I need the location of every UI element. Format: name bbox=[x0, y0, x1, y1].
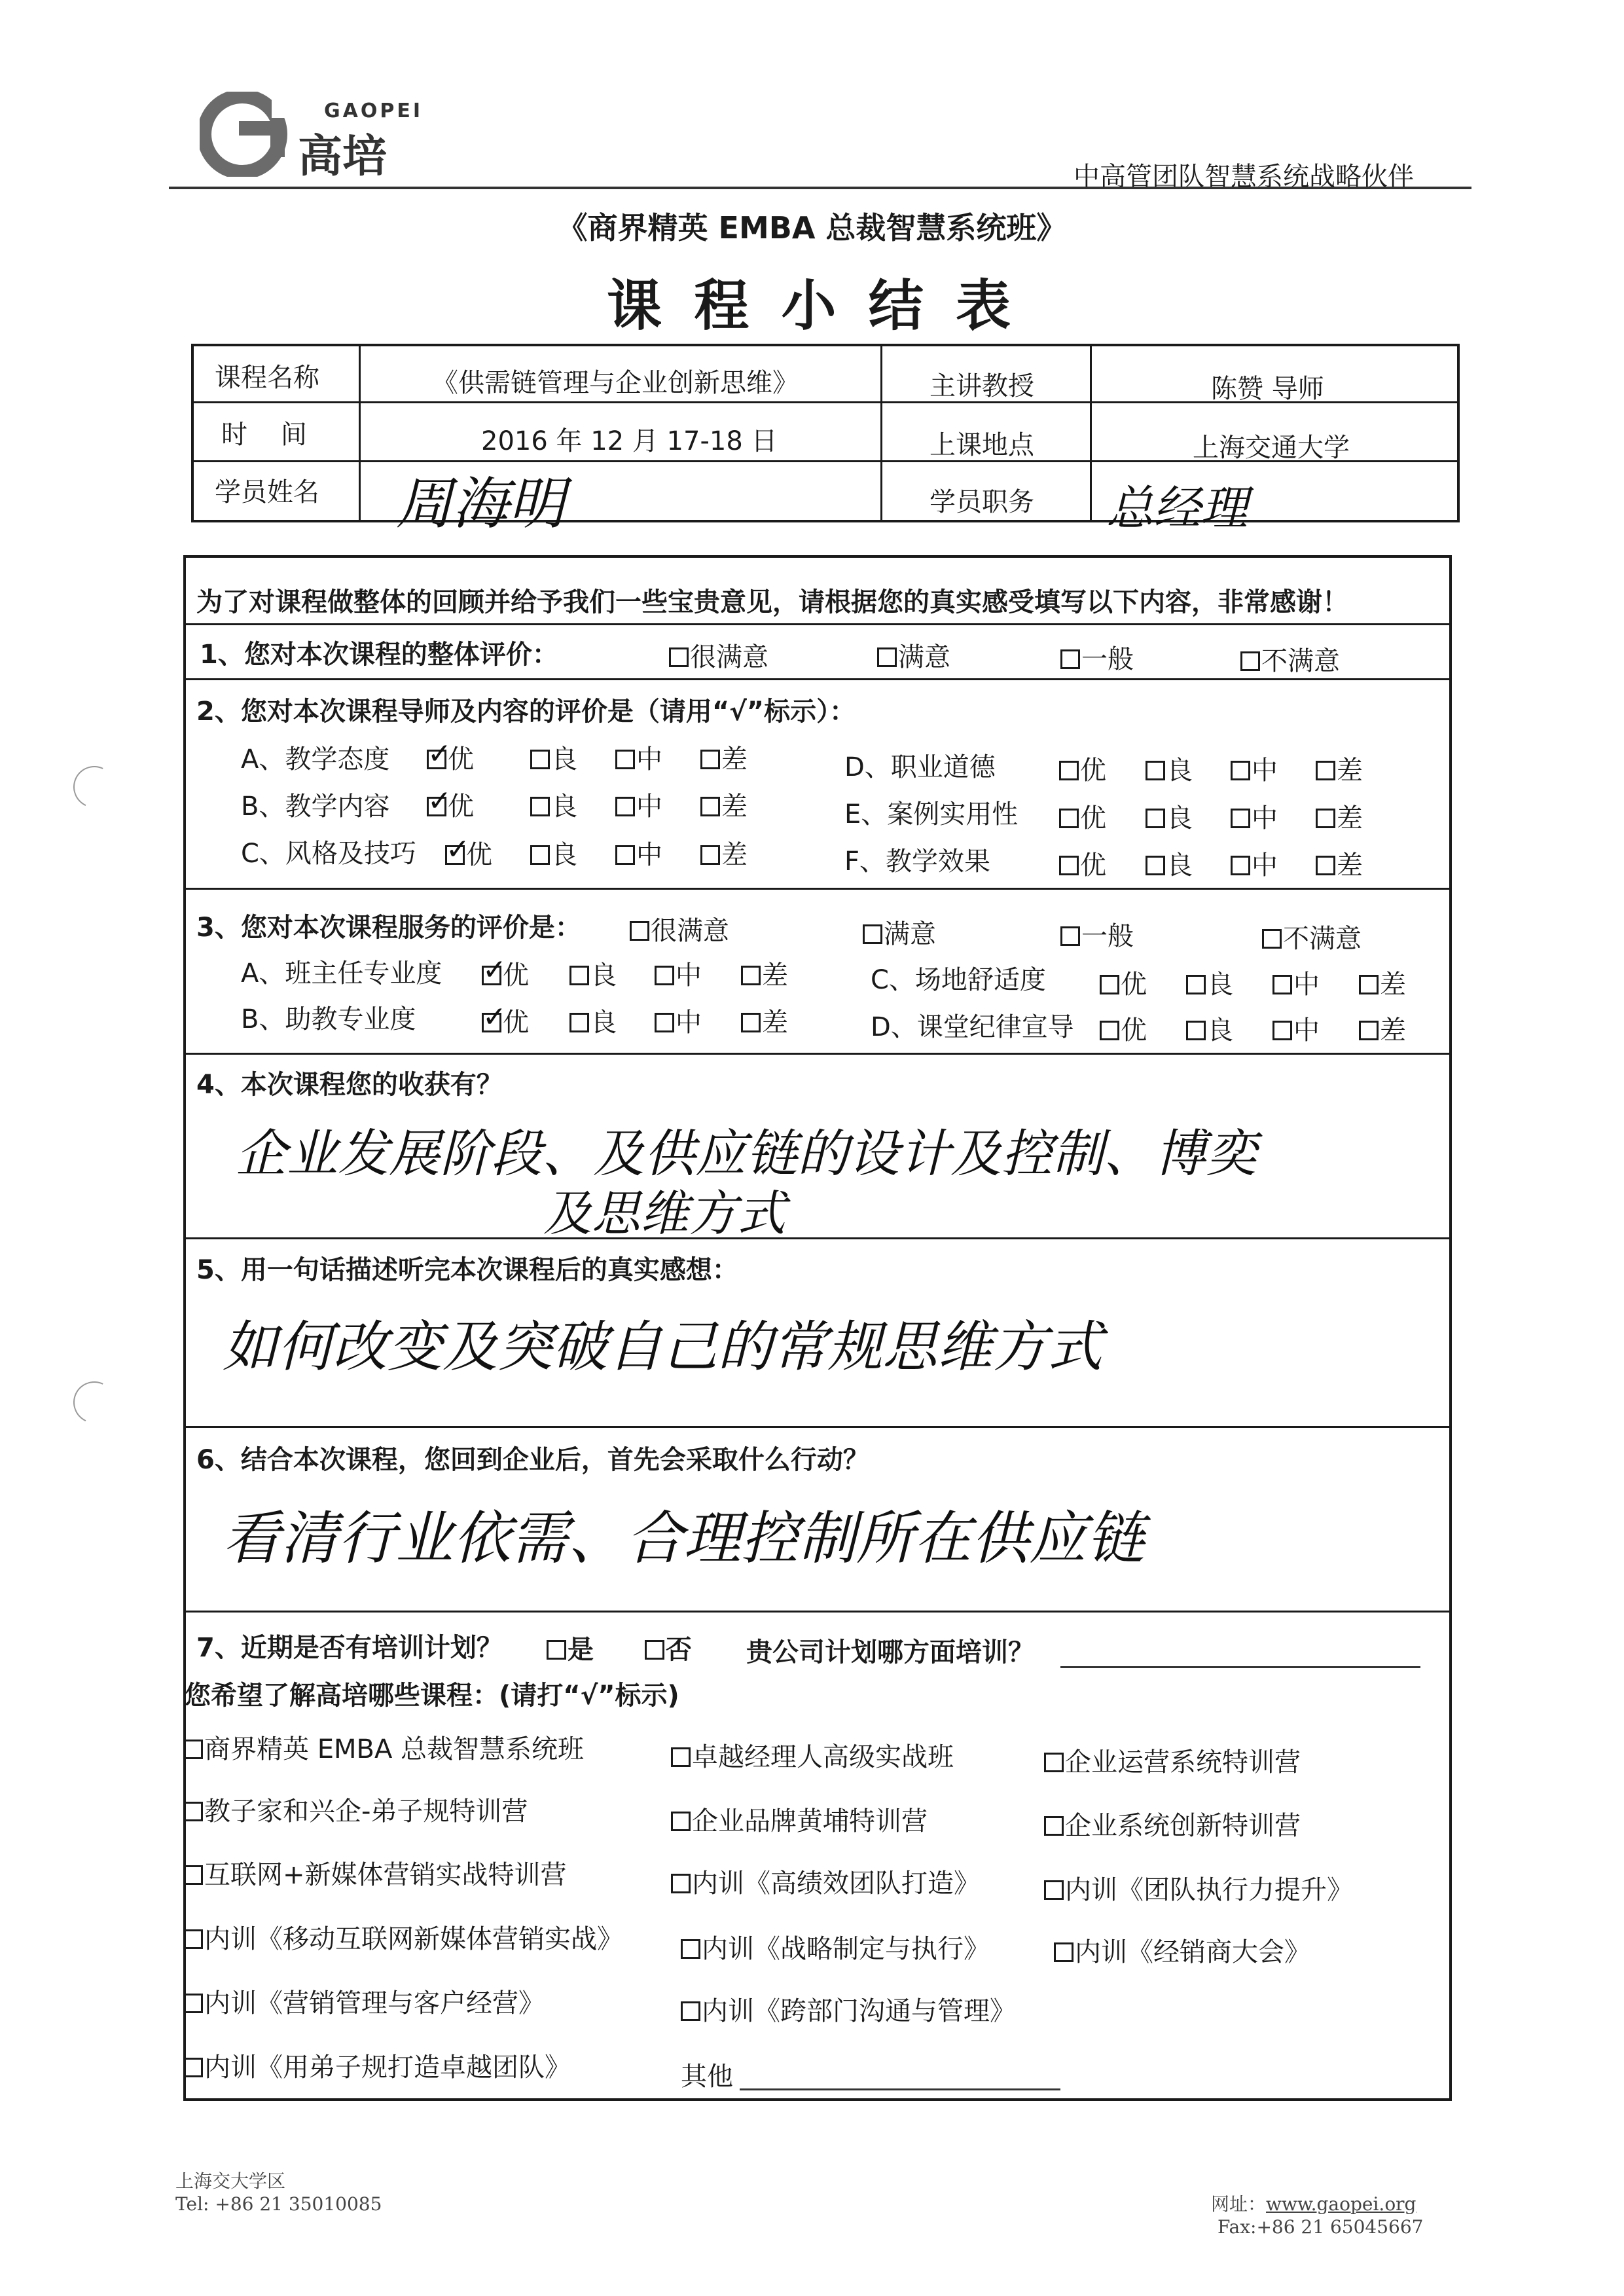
checkbox[interactable] bbox=[1359, 1021, 1379, 1040]
tagline: 中高管团队智慧系统战略伙伴 bbox=[1074, 162, 1414, 192]
q3-d-grade[interactable]: 良 bbox=[1186, 1010, 1233, 1047]
course-option[interactable]: 企业系统创新特训营 bbox=[1044, 1805, 1301, 1842]
q2-b-grade[interactable]: 差 bbox=[700, 786, 748, 823]
q1-text: 1、您对本次课程的整体评价： bbox=[200, 640, 558, 670]
section-divider bbox=[183, 1611, 1451, 1613]
q7-no-option[interactable]: 否 bbox=[645, 1629, 692, 1666]
q2-d-grade[interactable]: 中 bbox=[1231, 750, 1278, 787]
checkbox[interactable] bbox=[1054, 1942, 1074, 1962]
checkbox-checked[interactable] bbox=[427, 750, 446, 769]
checkbox[interactable] bbox=[645, 1640, 664, 1660]
checkbox[interactable] bbox=[183, 1740, 203, 1759]
q4-answer-line1: 企业发展阶段、及供应链的设计及控制、博奕 bbox=[236, 1125, 1257, 1184]
checkbox[interactable] bbox=[877, 647, 897, 667]
checkbox[interactable] bbox=[1231, 856, 1250, 875]
checkbox[interactable] bbox=[1316, 761, 1335, 780]
q2-e-grade[interactable]: 良 bbox=[1146, 797, 1193, 835]
checkbox-checked[interactable] bbox=[427, 797, 446, 816]
q7-text: 7、近期是否有培训计划？ bbox=[196, 1633, 503, 1663]
course-option[interactable]: 卓越经理人高级实战班 bbox=[671, 1736, 954, 1774]
logo bbox=[200, 92, 435, 183]
location-label: 上课地点 bbox=[929, 430, 1034, 460]
course-option[interactable]: 内训《经销商大会》 bbox=[1054, 1931, 1310, 1969]
teacher-value: 陈赞 导师 bbox=[1211, 374, 1324, 404]
footer-web-label: 网址： bbox=[1211, 2193, 1267, 2215]
checkbox[interactable] bbox=[1262, 929, 1282, 949]
section-divider bbox=[183, 888, 1451, 890]
checkbox[interactable] bbox=[1316, 809, 1335, 828]
q3-d-grade[interactable]: 差 bbox=[1359, 1010, 1406, 1047]
checkbox[interactable] bbox=[1186, 1021, 1206, 1040]
q2-a-grade[interactable]: ✓ 优 bbox=[427, 738, 474, 776]
course-option[interactable]: 教子家和兴企-弟子规特训营 bbox=[183, 1791, 528, 1828]
q3-c-grade[interactable]: 良 bbox=[1186, 964, 1233, 1001]
info-col-divider bbox=[359, 344, 361, 520]
time-value: 2016 年 12 月 17-18 日 bbox=[481, 426, 778, 456]
checkbox[interactable] bbox=[1231, 761, 1250, 780]
checkbox[interactable] bbox=[530, 845, 550, 865]
q6-answer: 看清行业依需、合理控制所在供应链 bbox=[223, 1504, 1145, 1572]
checkbox[interactable] bbox=[183, 1929, 203, 1949]
checkbox[interactable] bbox=[863, 924, 882, 944]
info-col-divider bbox=[1090, 344, 1092, 520]
checkbox[interactable] bbox=[1272, 1021, 1292, 1040]
checkbox[interactable] bbox=[1231, 809, 1250, 828]
checkbox[interactable] bbox=[1240, 651, 1260, 671]
location-value: 上海交通大学 bbox=[1193, 433, 1350, 463]
checkbox[interactable] bbox=[1100, 975, 1119, 994]
footer-fax: Fax:+86 21 65045667 bbox=[1218, 2216, 1424, 2238]
q2-c-grade[interactable]: 中 bbox=[615, 834, 662, 871]
q5-text: 5、用一句话描述听完本次课程后的真实感想： bbox=[196, 1255, 738, 1285]
checkbox[interactable] bbox=[700, 845, 720, 865]
checkbox[interactable] bbox=[741, 1013, 761, 1032]
q2-b-grade[interactable]: 中 bbox=[615, 786, 662, 823]
checkbox[interactable] bbox=[615, 845, 635, 865]
q3-b-grade[interactable]: ✓ 优 bbox=[482, 1002, 529, 1039]
student-label: 学员姓名 bbox=[215, 477, 319, 507]
course-option[interactable]: 互联网+新媒体营销实战特训营 bbox=[183, 1854, 567, 1891]
q2-b-label: B、教学内容 bbox=[241, 792, 390, 822]
q3-a-grade[interactable]: 差 bbox=[741, 955, 788, 992]
q2-a-grade[interactable]: 良 bbox=[530, 738, 577, 776]
other-input-line[interactable] bbox=[740, 2088, 1060, 2090]
q3-option[interactable]: 不满意 bbox=[1262, 918, 1362, 955]
position-value: 总经理 bbox=[1106, 481, 1248, 536]
logo-cn: 高培 bbox=[298, 131, 388, 183]
checkbox[interactable] bbox=[1044, 1753, 1064, 1772]
footer-web-link[interactable]: www.gaopei.org bbox=[1266, 2193, 1416, 2215]
course-option[interactable]: 企业品牌黄埔特训营 bbox=[671, 1800, 928, 1838]
q2-d-grade[interactable]: 差 bbox=[1316, 750, 1363, 787]
checkbox[interactable] bbox=[669, 647, 689, 667]
q3-b-grade[interactable]: 差 bbox=[741, 1002, 788, 1039]
q3-text: 3、您对本次课程服务的评价是： bbox=[196, 913, 581, 943]
section-divider bbox=[183, 1053, 1451, 1055]
q3-b-label: B、助教专业度 bbox=[241, 1004, 416, 1034]
checkbox[interactable] bbox=[183, 1865, 203, 1885]
q2-d-label: D、职业道德 bbox=[844, 752, 996, 782]
q1-option[interactable]: 一般 bbox=[1060, 638, 1134, 676]
course-option[interactable]: 企业运营系统特训营 bbox=[1044, 1741, 1301, 1779]
section-divider bbox=[183, 678, 1451, 680]
q3-b-grade[interactable]: 良 bbox=[569, 1002, 617, 1039]
checkbox[interactable] bbox=[1146, 761, 1165, 780]
checkbox[interactable] bbox=[700, 750, 720, 769]
q2-d-grade[interactable]: 良 bbox=[1146, 750, 1193, 787]
checkbox-checked[interactable] bbox=[482, 1013, 501, 1032]
q2-b-grade[interactable]: ✓ 优 bbox=[427, 786, 474, 823]
course-option[interactable]: 内训《高绩效团队打造》 bbox=[671, 1863, 980, 1900]
q2-f-label: F、教学效果 bbox=[844, 847, 991, 877]
checkbox[interactable] bbox=[671, 1874, 691, 1893]
other-label: 其他 bbox=[681, 2062, 733, 2092]
checkbox[interactable] bbox=[655, 1013, 674, 1032]
course-option[interactable]: 内训《跨部门沟通与管理》 bbox=[681, 1990, 1016, 2028]
program-title: 《商界精英 EMBA 总裁智慧系统班》 bbox=[557, 210, 1067, 246]
checkbox[interactable] bbox=[1316, 856, 1335, 875]
section-divider bbox=[183, 1426, 1451, 1428]
checkbox[interactable] bbox=[1100, 1021, 1119, 1040]
checkbox[interactable] bbox=[1146, 809, 1165, 828]
q3-c-label: C、场地舒适度 bbox=[871, 965, 1046, 995]
q2-c-label: C、风格及技巧 bbox=[241, 839, 416, 869]
q1-option[interactable]: 满意 bbox=[877, 636, 950, 674]
checkbox[interactable] bbox=[1359, 975, 1379, 994]
q3-option[interactable]: 满意 bbox=[863, 913, 936, 951]
course-option[interactable]: 内训《移动互联网新媒体营销实战》 bbox=[183, 1918, 623, 1956]
q3-c-grade[interactable]: 中 bbox=[1272, 964, 1320, 1001]
section-divider bbox=[183, 623, 1451, 625]
q3-a-grade[interactable]: 良 bbox=[569, 955, 617, 992]
q2-text: 2、您对本次课程导师及内容的评价是（请用“√”标示）： bbox=[196, 697, 856, 727]
checkbox[interactable] bbox=[1186, 975, 1206, 994]
course-option[interactable]: 内训《团队执行力提升》 bbox=[1044, 1869, 1353, 1906]
plan-input-line[interactable] bbox=[1060, 1666, 1420, 1668]
q7-wish-text: 您希望了解高培哪些课程：(请打“√”标示) bbox=[185, 1681, 679, 1711]
form-title: 课 程 小 结 表 bbox=[607, 274, 1017, 338]
q2-c-grade[interactable]: ✓ 优 bbox=[445, 834, 492, 871]
section-divider bbox=[183, 1237, 1451, 1239]
q3-d-grade[interactable]: 优 bbox=[1100, 1010, 1147, 1047]
q3-d-label: D、课堂纪律宣导 bbox=[871, 1012, 1074, 1042]
checkbox[interactable] bbox=[183, 1802, 203, 1821]
checkbox[interactable] bbox=[615, 797, 635, 816]
checkbox[interactable] bbox=[1060, 649, 1080, 669]
q3-a-grade[interactable]: ✓ 优 bbox=[482, 955, 529, 992]
course-option[interactable]: 商界精英 EMBA 总裁智慧系统班 bbox=[183, 1728, 584, 1766]
time-label: 时 间 bbox=[221, 420, 307, 450]
checkbox[interactable] bbox=[183, 2058, 203, 2077]
checkbox[interactable] bbox=[1044, 1880, 1064, 1900]
course-value: 《供需链管理与企业创新思维》 bbox=[432, 368, 799, 398]
checkbox[interactable] bbox=[655, 966, 674, 985]
q1-option[interactable]: 不满意 bbox=[1240, 640, 1340, 678]
q3-a-label: A、班主任专业度 bbox=[241, 958, 442, 989]
q4-text: 4、本次课程您的收获有？ bbox=[196, 1070, 503, 1100]
checkbox[interactable] bbox=[671, 1747, 691, 1767]
checkbox[interactable] bbox=[569, 966, 589, 985]
checkbox-checked[interactable] bbox=[482, 966, 501, 985]
q2-e-grade[interactable]: 差 bbox=[1316, 797, 1363, 835]
checkbox[interactable] bbox=[183, 1994, 203, 2013]
q2-f-grade[interactable]: 优 bbox=[1059, 845, 1106, 882]
q2-a-label: A、教学态度 bbox=[241, 744, 390, 774]
logo-en: GAOPEI bbox=[324, 100, 423, 122]
q2-e-grade[interactable]: 优 bbox=[1059, 797, 1106, 835]
q2-a-grade[interactable]: 差 bbox=[700, 738, 748, 776]
q2-a-grade[interactable]: 中 bbox=[615, 738, 662, 776]
q3-c-grade[interactable]: 优 bbox=[1100, 964, 1147, 1001]
q2-f-grade[interactable]: 差 bbox=[1316, 845, 1363, 882]
q6-text: 6、结合本次课程，您回到企业后，首先会采取什么行动？ bbox=[196, 1445, 869, 1475]
checkbox[interactable] bbox=[569, 1013, 589, 1032]
info-col-divider bbox=[880, 344, 882, 520]
teacher-label: 主讲教授 bbox=[929, 371, 1034, 401]
course-option[interactable]: 内训《用弟子规打造卓越团队》 bbox=[183, 2047, 571, 2084]
course-option[interactable]: 内训《营销管理与客户经营》 bbox=[183, 1982, 545, 2020]
course-option[interactable]: 内训《战略制定与执行》 bbox=[681, 1928, 990, 1965]
checkbox[interactable] bbox=[741, 966, 761, 985]
q2-e-grade[interactable]: 中 bbox=[1231, 797, 1278, 835]
q2-d-grade[interactable]: 优 bbox=[1059, 750, 1106, 787]
checkbox[interactable] bbox=[615, 750, 635, 769]
q1-option[interactable]: 很满意 bbox=[669, 636, 768, 674]
q3-b-grade[interactable]: 中 bbox=[655, 1002, 702, 1039]
checkbox[interactable] bbox=[1044, 1816, 1064, 1836]
q7-yes-option[interactable]: 是 bbox=[547, 1629, 594, 1666]
checkbox[interactable] bbox=[1060, 926, 1080, 946]
gaopei-logo-icon bbox=[200, 92, 291, 177]
checkbox[interactable] bbox=[681, 2001, 700, 2021]
checkbox[interactable] bbox=[1146, 856, 1165, 875]
q2-f-grade[interactable]: 中 bbox=[1231, 845, 1278, 882]
checkbox[interactable] bbox=[547, 1640, 566, 1660]
checkbox[interactable] bbox=[700, 797, 720, 816]
q2-b-grade[interactable]: 良 bbox=[530, 786, 577, 823]
q2-c-grade[interactable]: 良 bbox=[530, 834, 577, 871]
footer-campus: 上海交大学区 bbox=[175, 2170, 286, 2192]
q2-f-grade[interactable]: 良 bbox=[1146, 845, 1193, 882]
punch-hole-icon bbox=[67, 1376, 121, 1429]
footer-web-row bbox=[1211, 2190, 1416, 2216]
footer-tel: Tel: +86 21 35010085 bbox=[175, 2193, 382, 2215]
checkbox[interactable] bbox=[1059, 809, 1079, 828]
q3-a-grade[interactable]: 中 bbox=[655, 955, 702, 992]
q3-d-grade[interactable]: 中 bbox=[1272, 1010, 1320, 1047]
q3-option[interactable]: 一般 bbox=[1060, 915, 1134, 953]
checkbox[interactable] bbox=[1272, 975, 1292, 994]
checkbox[interactable] bbox=[671, 1812, 691, 1831]
intro-text: 为了对课程做整体的回顾并给予我们一些宝贵意见，请根据您的真实感受填写以下内容，非常感谢！ bbox=[196, 587, 1348, 617]
q7-plan-question: 贵公司计划哪方面培训？ bbox=[746, 1637, 1034, 1667]
checkbox[interactable] bbox=[530, 797, 550, 816]
checkbox-checked[interactable] bbox=[445, 845, 465, 865]
q5-answer: 如何改变及突破自己的常规思维方式 bbox=[223, 1315, 1103, 1379]
q4-answer-line2: 及思维方式 bbox=[543, 1186, 785, 1242]
checkbox[interactable] bbox=[530, 750, 550, 769]
q2-c-grade[interactable]: 差 bbox=[700, 834, 748, 871]
q2-e-label: E、案例实用性 bbox=[844, 799, 1019, 829]
q3-c-grade[interactable]: 差 bbox=[1359, 964, 1406, 1001]
q3-option[interactable]: 很满意 bbox=[630, 910, 729, 947]
punch-hole-icon bbox=[67, 760, 121, 814]
checkbox[interactable] bbox=[1059, 856, 1079, 875]
checkbox[interactable] bbox=[630, 921, 649, 941]
position-label: 学员职务 bbox=[929, 487, 1034, 517]
student-value: 周海明 bbox=[396, 471, 565, 537]
course-label: 课程名称 bbox=[215, 363, 319, 393]
checkbox[interactable] bbox=[681, 1939, 700, 1959]
checkbox[interactable] bbox=[1059, 761, 1079, 780]
header-rule bbox=[169, 187, 1471, 189]
